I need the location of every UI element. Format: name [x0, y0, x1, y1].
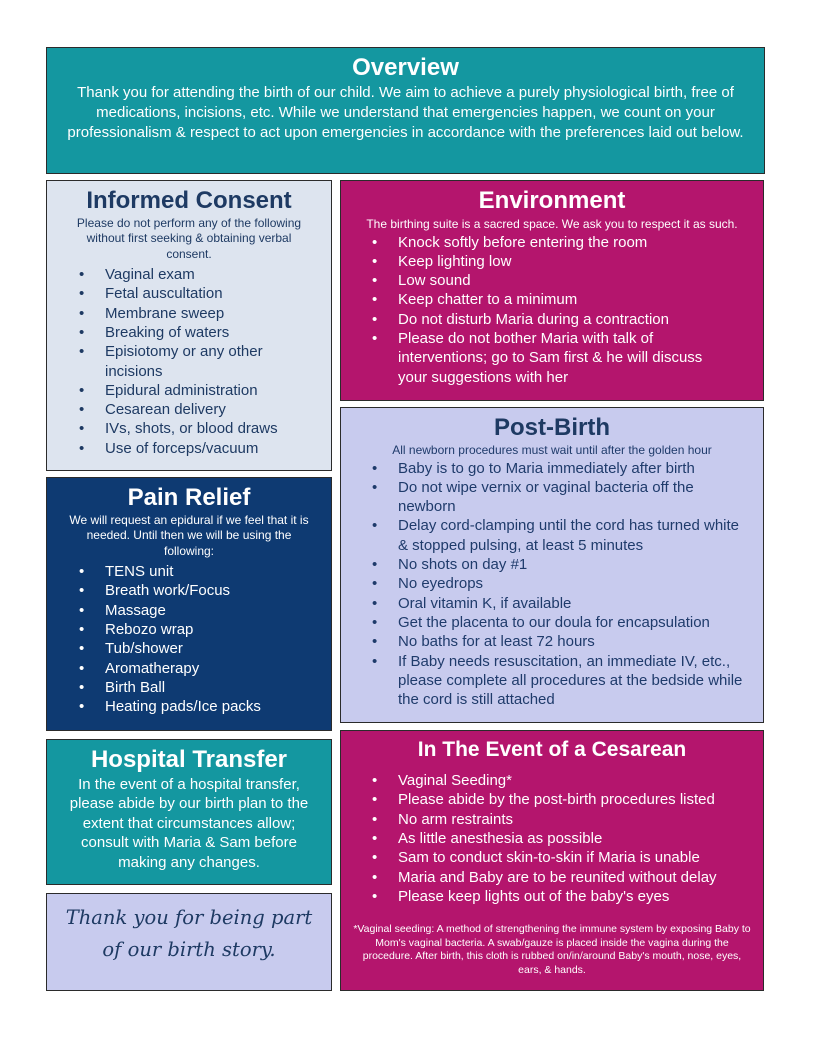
list-item: • Episiotomy or any other incisions [105, 342, 311, 381]
overview-title: Overview [352, 54, 459, 81]
list-item: • As little anesthesia as possible [398, 829, 745, 848]
list-item: • Low sound [398, 271, 733, 290]
environment-list [398, 233, 733, 387]
list-item: • Fetal auscultation [105, 284, 311, 303]
informed-consent-title: Informed Consent [86, 187, 292, 214]
overview-body: Thank you for attending the birth of our child. We aim to achieve a purely physiological birth, free of medications, incisions, etc. While we understand that emergencies happen, we count on your professionalism & respect to act upon emergencies in accordance with the preferences laid out below. [67, 83, 744, 141]
pain-relief-list [105, 562, 321, 716]
list-item: • Vaginal Seeding* [398, 771, 745, 790]
post-birth-title: Post-Birth [494, 414, 610, 441]
list-item: • Do not wipe vernix or vaginal bacteria off the newborn [398, 478, 743, 517]
list-item: • Massage [105, 601, 321, 620]
thank-you-text: Thank you for being part of our birth story. [65, 906, 313, 961]
list-item: • Please keep lights out of the baby's eyes [398, 887, 745, 906]
list-item: • Maria and Baby are to be reunited without delay [398, 868, 745, 887]
environment-intro: The birthing suite is a sacred space. We ask you to respect it as such. [366, 216, 738, 231]
list-item: • Sam to conduct skin-to-skin if Maria is unable [398, 848, 745, 867]
overview-section [46, 47, 765, 174]
pain-relief-intro: We will request an epidural if we feel that it is needed. Until then we will be using the following: [69, 512, 309, 558]
list-item: • No baths for at least 72 hours [398, 632, 743, 651]
list-item: • Get the placenta to our doula for encapsulation [398, 613, 743, 632]
list-item: • Baby is to go to Maria immediately after birth [398, 459, 743, 478]
hospital-transfer-body: In the event of a hospital transfer, please abide by our birth plan to the extent that circumstances allow; consult with Maria & Sam before making any changes. [69, 775, 309, 871]
cesarean-list [398, 771, 745, 906]
list-item: • No eyedrops [398, 574, 743, 593]
pain-relief-title: Pain Relief [127, 484, 251, 511]
list-item: • Breaking of waters [105, 323, 311, 342]
cesarean-footnote: *Vaginal seeding: A method of strengthening the immune system by exposing Baby to Mom's vaginal bacteria. A swab/gauze is placed inside the vagina during the procedure. After birth, this cloth is rubbed on/in/around Baby's mouth, nose, eyes, ears, & hands. [353, 923, 751, 976]
list-item: • Rebozo wrap [105, 620, 321, 639]
list-item: • Epidural administration [105, 381, 311, 400]
cesarean-title: In The Event of a Cesarean [417, 738, 687, 761]
hospital-transfer-title: Hospital Transfer [90, 746, 288, 773]
informed-consent-list [105, 265, 311, 458]
cesarean-section [340, 730, 764, 991]
list-item: • If Baby needs resuscitation, an immediate IV, etc., please complete all procedures at the bedside while the cord is still attached [398, 652, 743, 710]
environment-section [340, 180, 764, 401]
list-item: • Breath work/Focus [105, 581, 321, 600]
informed-consent-section [46, 180, 332, 471]
pain-relief-section [46, 477, 332, 731]
list-item: • Tub/shower [105, 639, 321, 658]
list-item: • Aromatherapy [105, 659, 321, 678]
list-item: • TENS unit [105, 562, 321, 581]
list-item: • Knock softly before entering the room [398, 233, 733, 252]
informed-consent-intro: Please do not perform any of the following without first seeking & obtaining verbal consent. [76, 215, 302, 261]
list-item: • Vaginal exam [105, 265, 311, 284]
environment-title: Environment [478, 187, 626, 214]
list-item: • Oral vitamin K, if available [398, 594, 743, 613]
list-item: • Use of forceps/vacuum [105, 439, 311, 458]
list-item: • Membrane sweep [105, 304, 311, 323]
list-item: • Keep chatter to a minimum [398, 290, 733, 309]
list-item: • No arm restraints [398, 810, 745, 829]
list-item: • Please do not bother Maria with talk of interventions; go to Sam first & he will discuss your suggestions with her [398, 329, 733, 387]
list-item: • Do not disturb Maria during a contraction [398, 310, 733, 329]
list-item: • Delay cord-clamping until the cord has turned white & stopped pulsing, at least 5 minutes [398, 516, 743, 555]
hospital-transfer-section [46, 739, 332, 885]
post-birth-intro: All newborn procedures must wait until after the golden hour [392, 442, 712, 457]
post-birth-list [398, 459, 743, 710]
list-item: • Birth Ball [105, 678, 321, 697]
list-item: • Heating pads/Ice packs [105, 697, 321, 716]
list-item: • Keep lighting low [398, 252, 733, 271]
list-item: • IVs, shots, or blood draws [105, 419, 311, 438]
list-item: • No shots on day #1 [398, 555, 743, 574]
thank-you-section [46, 893, 332, 991]
post-birth-section [340, 407, 764, 723]
list-item: • Cesarean delivery [105, 400, 311, 419]
list-item: • Please abide by the post-birth procedures listed [398, 790, 745, 809]
